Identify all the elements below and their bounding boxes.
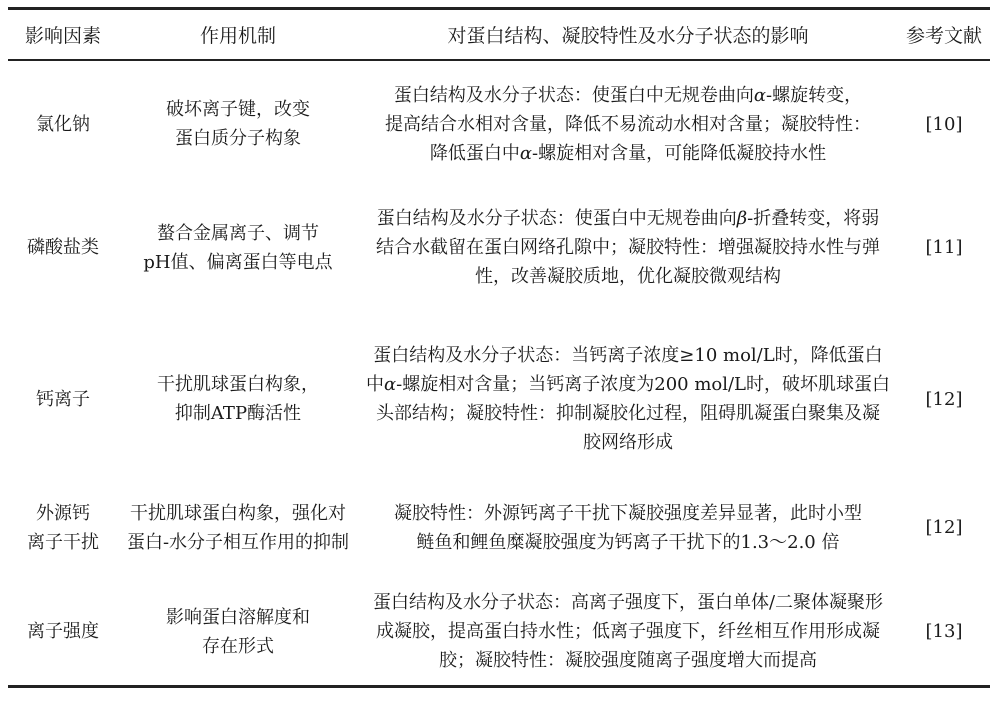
mechanism-line: 螯合金属离子、调节 bbox=[156, 222, 319, 244]
effect-line bbox=[373, 646, 883, 675]
mechanism-line: 蛋白质分子构象 bbox=[175, 128, 301, 149]
table bbox=[8, 0, 990, 701]
effect-line bbox=[376, 233, 880, 262]
factor-line: 磷酸盐类 bbox=[27, 237, 99, 258]
mechanism-line: 干扰肌球蛋白构象， bbox=[157, 374, 319, 395]
effect-line bbox=[366, 370, 890, 399]
effect-text: 胶网络形成 bbox=[583, 432, 673, 453]
reference-cell bbox=[898, 70, 990, 178]
effect-text: 性，改善凝胶质地，优化凝胶微观结构 bbox=[475, 266, 781, 287]
effect-line bbox=[366, 399, 890, 428]
factor-cell bbox=[8, 325, 118, 473]
effect-cell bbox=[358, 578, 898, 685]
effect-text: 蛋白结构及水分子状态：使蛋白中无规卷曲向 bbox=[393, 84, 754, 106]
effect-cell bbox=[358, 325, 898, 473]
effect-line bbox=[394, 528, 862, 557]
header-rule bbox=[8, 59, 990, 61]
greek-symbol: α bbox=[384, 374, 397, 395]
reference-text: [13] bbox=[925, 621, 963, 642]
reference-cell bbox=[898, 192, 990, 303]
reference-text: [12] bbox=[925, 388, 963, 410]
factor-line: 外源钙 bbox=[36, 502, 90, 524]
effect-text: 蛋白结构及水分子状态：当钙离子浓度≥10 mol/L时，降低蛋白 bbox=[373, 345, 883, 366]
effect-text: 头部结构；凝胶特性：抑制凝胶化过程，阻碍肌凝蛋白聚集及凝 bbox=[376, 403, 880, 424]
mechanism-line: 抑制ATP酶活性 bbox=[174, 403, 302, 424]
effect-text: 降低蛋白中 bbox=[429, 142, 520, 164]
reference-cell bbox=[898, 578, 990, 685]
header-effect: 对蛋白结构、凝胶特性及水分子状态的影响 bbox=[447, 25, 809, 47]
effect-text: 凝胶特性：外源钙离子干扰下凝胶强度差异显著，此时小型 bbox=[394, 502, 862, 524]
mechanism-line: 存在形式 bbox=[202, 635, 274, 657]
mechanism-cell bbox=[118, 480, 358, 575]
bottom-rule bbox=[8, 685, 990, 688]
effect-cell bbox=[358, 192, 898, 303]
factor-line: 氯化钠 bbox=[36, 113, 90, 135]
effect-line bbox=[376, 204, 880, 233]
factor-cell bbox=[8, 480, 118, 575]
effect-text: 中 bbox=[366, 374, 384, 395]
reference-text: [11] bbox=[925, 237, 963, 258]
mechanism-cell bbox=[118, 578, 358, 685]
factor-cell bbox=[8, 70, 118, 178]
effect-cell bbox=[358, 70, 898, 178]
effect-text: -螺旋相对含量，可能降低凝胶持水性 bbox=[532, 142, 827, 164]
effect-line bbox=[385, 81, 871, 110]
effect-line bbox=[376, 262, 880, 291]
reference-text: [12] bbox=[925, 517, 963, 538]
factor-cell bbox=[8, 578, 118, 685]
greek-symbol: α bbox=[519, 142, 533, 164]
reference-cell bbox=[898, 325, 990, 473]
factor-line: 离子强度 bbox=[27, 621, 99, 642]
greek-symbol: β bbox=[736, 208, 748, 229]
factor-line: 钙离子 bbox=[36, 388, 90, 410]
reference-text: [10] bbox=[925, 113, 963, 135]
mechanism-line: pH值、偏离蛋白等电点 bbox=[143, 251, 333, 273]
effect-line bbox=[366, 428, 890, 457]
mechanism-line: 干扰肌球蛋白构象，强化对 bbox=[130, 502, 346, 524]
effect-cell bbox=[358, 480, 898, 575]
greek-symbol: α bbox=[753, 84, 767, 106]
effect-text: 成凝胶，提高蛋白持水性；低离子强度下，纤丝相互作用形成凝 bbox=[376, 621, 880, 642]
effect-text: 蛋白结构及水分子状态：高离子强度下，蛋白单体/二聚体凝聚形 bbox=[372, 592, 884, 613]
effect-line bbox=[366, 341, 890, 370]
effect-text: -螺旋相对含量；当钙离子浓度为200 mol/L时，破坏肌球蛋白 bbox=[396, 374, 890, 395]
effect-line bbox=[394, 499, 862, 528]
effect-line bbox=[385, 110, 871, 139]
reference-cell bbox=[898, 480, 990, 575]
mechanism-line: 蛋白-水分子相互作用的抑制 bbox=[126, 531, 350, 553]
effect-text: 鲢鱼和鲤鱼糜凝胶强度为钙离子干扰下的1.3～2.0 倍 bbox=[416, 531, 840, 553]
mechanism-cell bbox=[118, 325, 358, 473]
effect-text: -螺旋转变， bbox=[766, 84, 863, 106]
mechanism-line: 影响蛋白溶解度和 bbox=[166, 606, 310, 628]
effect-text: 提高结合水相对含量，降低不易流动水相对含量；凝胶特性： bbox=[385, 113, 871, 135]
effect-text: 蛋白结构及水分子状态：使蛋白中无规卷曲向 bbox=[376, 208, 737, 229]
header-mechanism: 作用机制 bbox=[199, 25, 276, 47]
header-reference: 参考文献 bbox=[905, 25, 982, 47]
mechanism-cell bbox=[118, 192, 358, 303]
mechanism-line: 破坏离子键，改变 bbox=[166, 99, 310, 120]
effect-line bbox=[385, 139, 871, 168]
effect-line bbox=[373, 617, 883, 646]
effect-line bbox=[373, 588, 883, 617]
factor-cell bbox=[8, 192, 118, 303]
effect-text: 结合水截留在蛋白网络孔隙中；凝胶特性：增强凝胶持水性与弹 bbox=[376, 237, 880, 258]
mechanism-cell bbox=[118, 70, 358, 178]
effect-text: -折叠转变，将弱 bbox=[747, 208, 880, 229]
effect-text: 胶；凝胶特性：凝胶强度随离子强度增大而提高 bbox=[439, 650, 817, 671]
factor-line: 离子干扰 bbox=[27, 531, 99, 553]
header-factor: 影响因素 bbox=[24, 25, 101, 47]
